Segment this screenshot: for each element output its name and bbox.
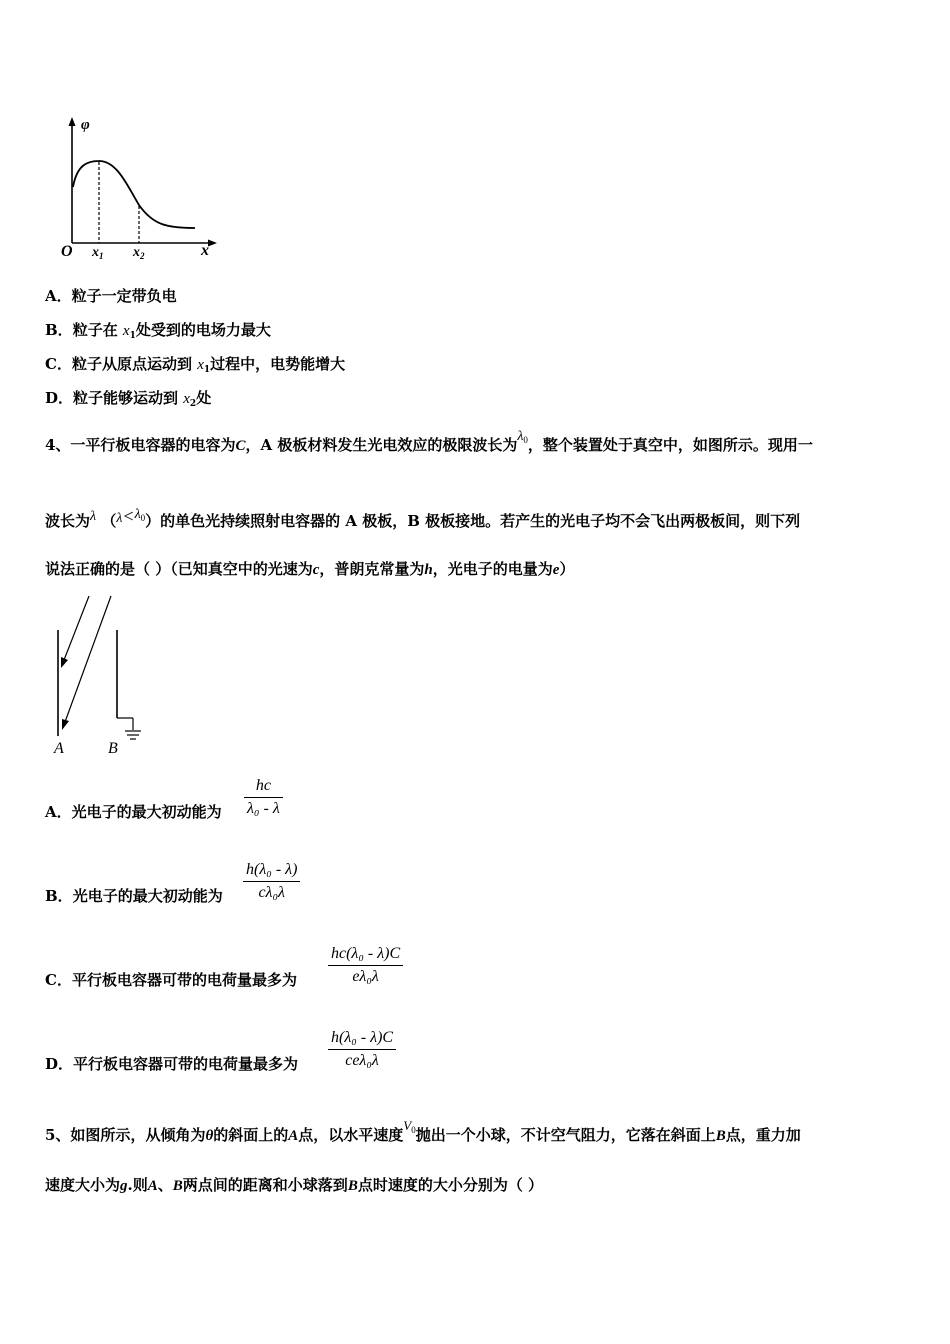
q4-option-d-fraction: h(λ₀ - λ)C ceλ₀λ: [328, 1029, 396, 1070]
x-axis-arrow: [208, 240, 217, 247]
capacitor-figure: [45, 590, 155, 765]
plate-a-label: A: [54, 740, 64, 757]
q4-option-c: C．平行板电容器可带的电荷量最多为: [45, 971, 297, 989]
q5-stem-line2: 速度大小为g.则A、B两点间的距离和小球落到B点时速度的大小分别为（ ）: [45, 1176, 544, 1194]
origin-label: O: [61, 243, 73, 260]
q4-option-a: A．光电子的最大初动能为: [45, 803, 222, 821]
q3-option-a: A．粒子一定带负电: [45, 287, 177, 305]
plate-b-label: B: [108, 740, 118, 757]
q3-option-d: D．粒子能够运动到 $x_2$处: [45, 389, 212, 409]
light-ray-1: [64, 596, 89, 660]
y-axis-arrow: [69, 117, 76, 126]
potential-curve: [73, 161, 195, 228]
light-ray-1-arrow: [61, 657, 68, 668]
x1-label: $x_1$: [92, 245, 104, 261]
q4-stem-line2: 波长为λ $(\lambda<\lambda_0)$的单色光持续照射电容器的 A 极板，B 极板接地。若产生的光电子均不会飞出两极板间，则下列: [45, 506, 801, 530]
x-axis-label: x: [201, 242, 209, 259]
q5-stem-line1: 5、如图所示，从倾角为θ的斜面上的A点，以水平速度$V_0$抛出一个小球，不计空气阻力，它落在斜面上B点，重力加: [45, 1118, 801, 1144]
potential-graph-svg: [55, 115, 225, 265]
q3-option-c: C．粒子从原点运动到 $x_1$过程中，电势能增大: [45, 355, 346, 375]
potential-graph-figure: [55, 115, 225, 265]
q3-option-b: B．粒子在 $x_1$处受到的电场力最大: [45, 321, 271, 341]
capacitor-svg: [45, 590, 155, 765]
y-axis-label: φ: [81, 117, 90, 133]
q4-stem-line1: 4、一平行板电容器的电容为C，A 极板材料发生光电效应的极限波长为$\lambda_0$，整个装置处于真空中，如图所示。现用一: [45, 429, 813, 454]
q4-option-b: B．光电子的最大初动能为: [45, 887, 223, 905]
q4-option-d: D．平行板电容器可带的电荷量最多为: [45, 1055, 299, 1073]
q4-option-c-fraction: hc(λ₀ - λ)C eλ₀λ: [328, 945, 403, 986]
q4-stem-line3: 说法正确的是（ ）（已知真空中的光速为c，普朗克常量为h，光电子的电量为e）: [45, 560, 575, 578]
light-ray-2: [65, 596, 111, 722]
light-ray-2-arrow: [62, 719, 69, 730]
q4-option-b-fraction: h(λ₀ - λ) cλ₀λ: [243, 861, 300, 902]
x2-label: $x_2$: [133, 245, 145, 261]
q4-option-a-fraction: hc λ₀ - λ: [244, 777, 283, 818]
